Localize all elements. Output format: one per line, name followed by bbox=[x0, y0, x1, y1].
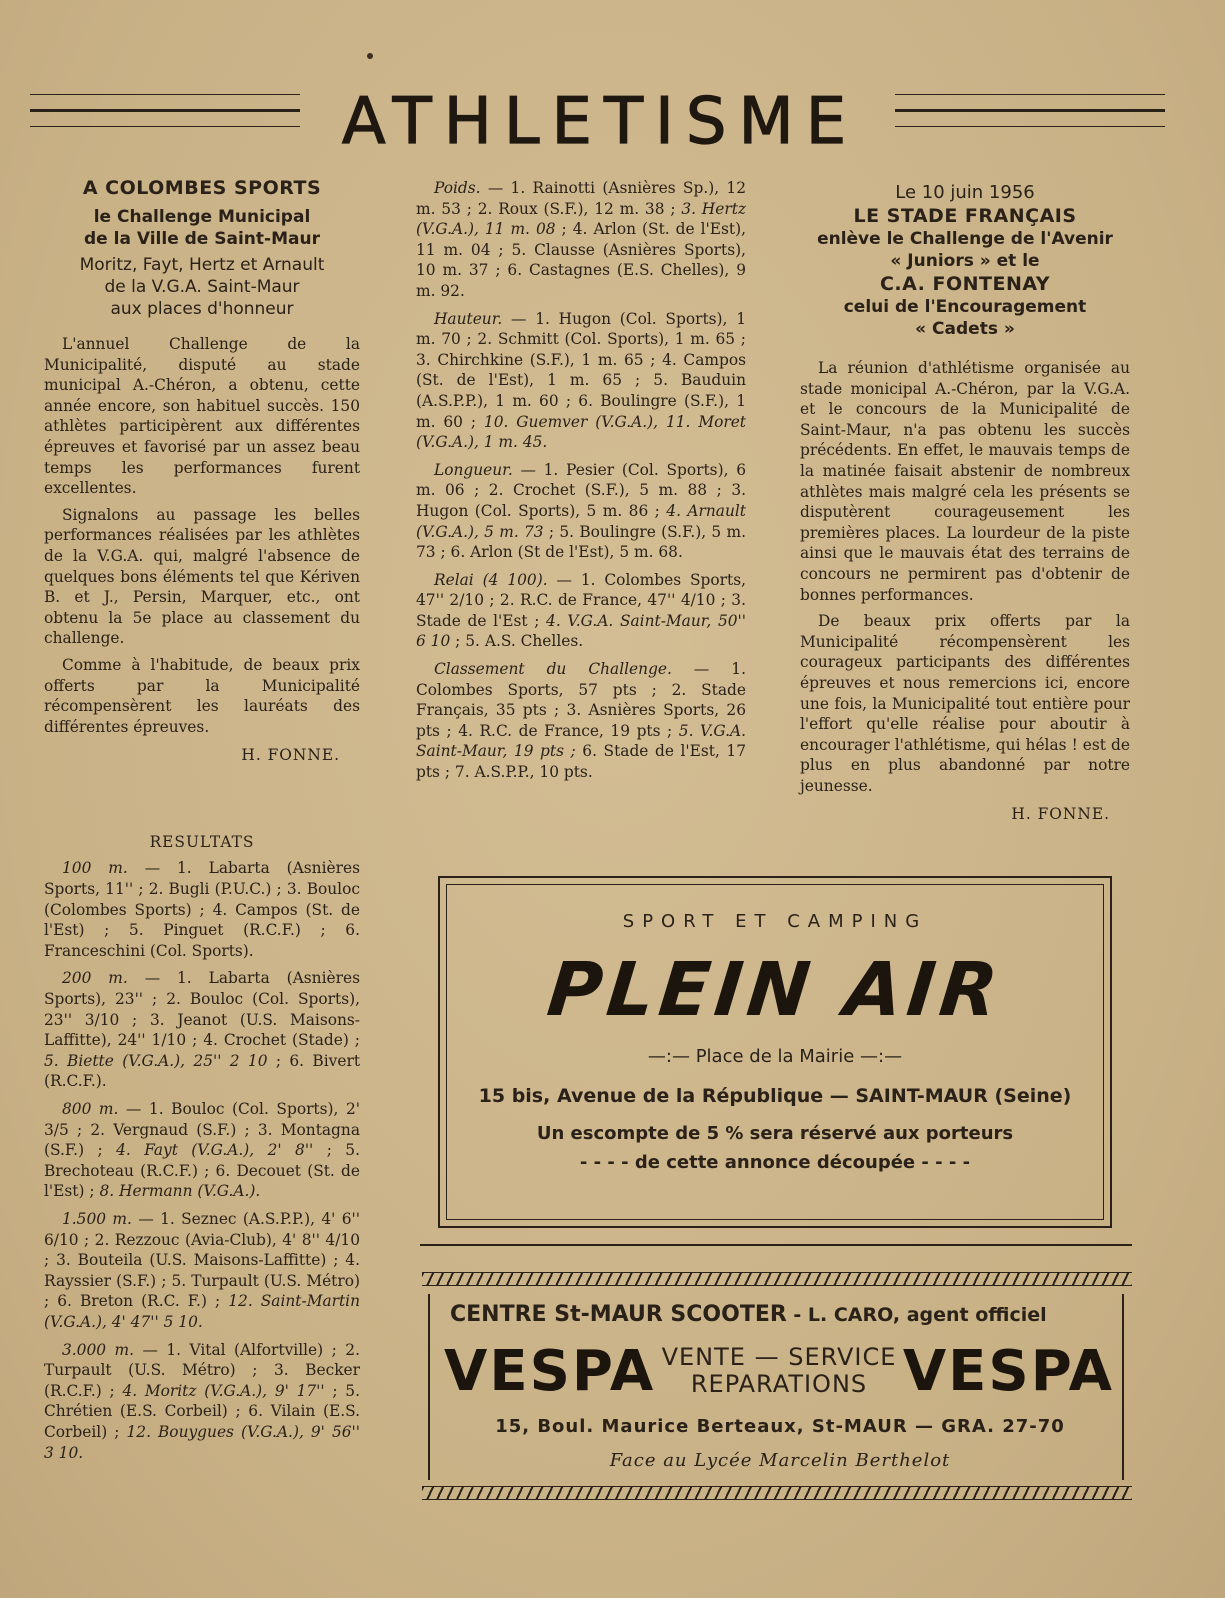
event-label: Classement du Challenge. bbox=[434, 660, 672, 679]
result-text: 6. Stade de l'Est, 17 pts ; 7. A.S.P.P., 10 pts. bbox=[416, 742, 746, 782]
heading-fontenay: C.A. FONTENAY bbox=[879, 273, 1051, 295]
result-text: — 1. Labarta (Asnières Sports), 23'' ; 2. Bouloc (Col. Sports), 23'' 3/10 ; 3. Jeanot (U.S. Maisons-Laffitte), 24'' 1/10 ; 4. Crochet (Stade) ; bbox=[44, 969, 360, 1050]
heading-avenir: enlève le Challenge de l'Avenir bbox=[817, 229, 1113, 249]
result-text: ; 5. Boulingre (S.F.), 5 m. 73 ; 6. Arlon (St de l'Est), 5 m. 68. bbox=[416, 522, 746, 562]
left-paragraph-2: Signalons au passage les belles performances réalisées par les athlètes de la V.G.A. qui, malgré l'absence de quelques bons éléments tel que Kériven B. et J., Persin, Marquer, etc., ont obtenu la 5e place au classement du challenge. bbox=[44, 505, 360, 648]
left-paragraph-3: Comme à l'habitude, de beaux prix offerts par la Municipalité récompensèrent les lauréats des différentes épreuves. bbox=[44, 655, 360, 736]
result-100m bbox=[44, 858, 360, 961]
left-column bbox=[44, 176, 360, 1470]
right-paragraph-1: La réunion d'athlétisme organisée au stade monicipal A.-Chéron, par la V.G.A. et le concours de la Municipalité de Saint-Maur, n'a pas obtenu les succès précédents. En effet, le mauvais temps de la matinée faisait abstenir de nombreux athlètes mais malgré cela les présents se disputèrent courageusement les premières places. La lourdeur de la piste ainsi que le mauvais état des terrains de concours ne permirent pas d'obtenir de bonnes performances. bbox=[800, 359, 1130, 604]
result-text: — 1. Colombes Sports, 57 pts ; 2. Stade Français, 35 pts ; 3. Asnières Sports, 26 pts ; 4. R.C. de France, 19 pts ; bbox=[416, 660, 746, 740]
vga-result: 5. Biette (V.G.A.), 25'' 2 10 bbox=[44, 1051, 268, 1070]
ad-place: —:— Place de la Mairie —:— bbox=[647, 1046, 903, 1067]
event-label: Hauteur. bbox=[434, 309, 503, 328]
middle-column bbox=[416, 178, 746, 790]
print-speck bbox=[367, 53, 373, 59]
event-label: 800 m. bbox=[62, 1100, 119, 1118]
heading-colombes: A COLOMBES SPORTS bbox=[82, 177, 322, 199]
result-text: — 1. Pesier (Col. Sports), 6 m. 06 ; 2. Crochet (S.F.), 5 m. 88 ; 3. Hugon (Col. Sports), 5 m. 86 ; bbox=[416, 460, 746, 520]
heading-encouragement: celui de l'Encouragement bbox=[843, 297, 1087, 317]
zigzag-border-bottom bbox=[422, 1486, 1132, 1500]
right-signature: H. FONNE. bbox=[1011, 805, 1110, 824]
event-label: Longueur. bbox=[434, 460, 513, 479]
right-paragraph-2: De beaux prix offerts par la Municipalité récompensèrent les courageux participants des différentes épreuves et nous remercions ici, encore une fois, la Municipalité tout entière pour l'effort qu'elle réalise pour aboutir à encourager l'athlétisme, qui hélas ! est de plus en plus abandonné par notre jeunesse. bbox=[800, 612, 1130, 795]
vespa-row bbox=[444, 1340, 1114, 1410]
ad-discount: Un escompte de 5 % sera réservé aux porteurs bbox=[536, 1123, 1014, 1144]
result-text: — 1. Bouloc (Col. Sports), 2' 3/5 ; 2. Vergnaud (S.F.) ; 3. Montagna (S.F.) ; bbox=[44, 1100, 360, 1160]
result-longueur bbox=[416, 460, 746, 563]
event-label: 200 m. bbox=[62, 969, 128, 988]
ad2-agent: - L. CARO, agent officiel bbox=[786, 1304, 1047, 1326]
result-text: ; 5. Brechoteau (R.C.F.) ; 6. Decouet (St. de l'Est) ; bbox=[44, 1141, 360, 1201]
event-label: 100 m. bbox=[62, 859, 128, 878]
vga-result: 3. Hertz (V.G.A.), 11 m. 08 bbox=[416, 199, 746, 239]
result-text: — 1. Labarta (Asnières Sports, 11'' ; 2. Bugli (P.U.C.) ; 3. Bouloc (Colombes Sports) ; 4. Campos (St. de l'Est) ; 5. Pinguet (R.C.F.) ; 6. Franceschini (Col. Sports). bbox=[44, 859, 360, 960]
result-poids bbox=[416, 178, 746, 302]
heading-date: Le 10 juin 1956 bbox=[895, 182, 1035, 203]
event-label: Relai (4 100). bbox=[434, 570, 548, 589]
result-text: — 1. Seznec (A.S.P.P.), 4' 6'' 6/10 ; 2. Rezzouc (Avia-Club), 4' 8'' 4/10 ; 3. Bouteila (U.S. Maisons-Laffitte) ; 4. Rayssier (S.F.) ; 5. Turpault (U.S. Métro) ; 6. Breton (R.C. F.) ; bbox=[44, 1209, 360, 1311]
vga-result: 5. V.G.A. Saint-Maur, 19 pts ; bbox=[416, 721, 746, 761]
ad2-center-name: CENTRE St-MAUR SCOOTER bbox=[450, 1302, 787, 1327]
vespa-advertisement bbox=[422, 1272, 1132, 1502]
title-rule-left bbox=[30, 94, 300, 127]
vga-result: 4. Fayt (V.G.A.), 2' 8'' bbox=[116, 1141, 314, 1160]
result-text: ; 5. A.S. Chelles. bbox=[450, 632, 584, 651]
left-paragraph-1: L'annuel Challenge de la Municipalité, disputé au stade municipal A.-Chéron, a obtenu, cette année encore, son habituel succès. 150 athlètes participèrent aux différentes épreuves et favorisé par un assez beau temps les performances furent excellentes. bbox=[44, 335, 360, 498]
event-label: 1.500 m. bbox=[62, 1209, 132, 1228]
result-text: ; 5. Chrétien (E.S. Corbeil) ; 6. Vilain (E.S. Corbeil) ; bbox=[44, 1381, 360, 1441]
results-title: RESULTATS bbox=[149, 832, 255, 851]
heading-names-1: Moritz, Fayt, Hertz et Arnault bbox=[79, 255, 325, 275]
left-signature: H. FONNE. bbox=[241, 746, 340, 765]
vga-result: 4. Arnault (V.G.A.), 5 m. 73 bbox=[416, 501, 746, 541]
event-label: 3.000 m. bbox=[62, 1340, 135, 1359]
event-label: Poids. bbox=[434, 179, 481, 197]
ad2-header bbox=[450, 1302, 1110, 1327]
result-hauteur bbox=[416, 309, 746, 453]
vga-result: 4. Moritz (V.G.A.), 9' 17'' bbox=[122, 1381, 325, 1400]
page-title: ATHLETISME bbox=[341, 85, 859, 159]
right-column bbox=[800, 182, 1130, 825]
vga-result: 8. Hermann (V.G.A.). bbox=[99, 1182, 261, 1201]
heading-challenge-1: le Challenge Municipal bbox=[93, 207, 311, 227]
result-text: — 1. Colombes Sports, 47'' 2/10 ; 2. R.C. de France, 47'' 4/10 ; 3. Stade de l'Est ; bbox=[416, 570, 746, 630]
ad-address: 15 bis, Avenue de la République — SAINT-MAUR (Seine) bbox=[478, 1085, 1072, 1107]
title-rule-right bbox=[895, 94, 1165, 127]
result-800m bbox=[44, 1099, 360, 1202]
result-classement bbox=[416, 659, 746, 783]
plein-air-advertisement bbox=[438, 876, 1112, 1228]
vespa-logo-right: VESPA bbox=[902, 1339, 1114, 1404]
zigzag-border-top bbox=[422, 1272, 1132, 1286]
heading-stade-francais: LE STADE FRANÇAIS bbox=[853, 205, 1077, 227]
masthead bbox=[30, 82, 1140, 162]
vespa-services-line1: VENTE — SERVICE bbox=[661, 1343, 897, 1371]
vga-result: 12. Bouygues (V.G.A.), 9' 56'' 3 10. bbox=[44, 1422, 360, 1462]
heading-juniors: « Juniors » et le bbox=[890, 251, 1040, 271]
result-3000m bbox=[44, 1340, 360, 1464]
heading-names-2: de la V.G.A. Saint-Maur bbox=[104, 277, 300, 297]
ad2-location-note: Face au Lycée Marcelin Berthelot bbox=[609, 1450, 951, 1471]
result-text: — 1. Vital (Alfortville) ; 2. Turpault (U.S. Métro) ; 3. Becker (R.C.F.) ; bbox=[44, 1340, 360, 1400]
heading-cadets: « Cadets » bbox=[915, 319, 1015, 339]
result-1500m bbox=[44, 1209, 360, 1333]
vga-result: 12. Saint-Martin (V.G.A.), 4' 47'' 5 10. bbox=[44, 1292, 361, 1331]
ad-brand: PLEIN AIR bbox=[543, 947, 1007, 1033]
ad2-address: 15, Boul. Maurice Berteaux, St-MAUR — GRA. 27-70 bbox=[495, 1416, 1065, 1437]
ad-eyebrow: SPORT ET CAMPING bbox=[622, 911, 928, 932]
result-text: — 1. Rainotti (Asnières Sp.), 12 m. 53 ; 2. Roux (S.F.), 12 m. 38 ; bbox=[416, 179, 746, 218]
result-text: ; 4. Arlon (St. de l'Est), 11 m. 04 ; 5. Clausse (Asnières Sports), 10 m. 37 ; 6. Castagnes (E.S. Chelles), 9 m. 92. bbox=[416, 220, 746, 300]
vespa-logo-left: VESPA bbox=[444, 1339, 656, 1404]
vespa-services bbox=[649, 1344, 909, 1398]
ad-separator bbox=[420, 1244, 1132, 1246]
result-text: ; 6. Bivert (R.C.F.). bbox=[44, 1051, 360, 1091]
result-text: — 1. Hugon (Col. Sports), 1 m. 70 ; 2. Schmitt (Col. Sports), 1 m. 65 ; 3. Chirchkine (S.F.), 1 m. 65 ; 4. Campos (St. de l'Est), 1 m. 65 ; 5. Bauduin (A.S.P.P.), 1 m. 60 ; 6. Boulingre (S.F.), 1 m. 60 ; bbox=[416, 309, 746, 431]
result-200m bbox=[44, 968, 360, 1092]
left-heading bbox=[44, 176, 360, 320]
result-relai bbox=[416, 570, 746, 652]
heading-challenge-2: de la Ville de Saint-Maur bbox=[84, 229, 320, 249]
ad-cut-notice: - - - - de cette annonce découpée - - - - bbox=[579, 1152, 971, 1173]
vga-result: 4. V.G.A. Saint-Maur, 50'' 6 10 bbox=[416, 611, 746, 651]
heading-names-3: aux places d'honneur bbox=[110, 299, 294, 319]
right-heading bbox=[800, 182, 1130, 340]
vespa-services-line2: REPARATIONS bbox=[690, 1370, 868, 1398]
vga-result: 10. Guemver (V.G.A.), 11. Moret (V.G.A.), 1 m. 45. bbox=[416, 412, 746, 452]
